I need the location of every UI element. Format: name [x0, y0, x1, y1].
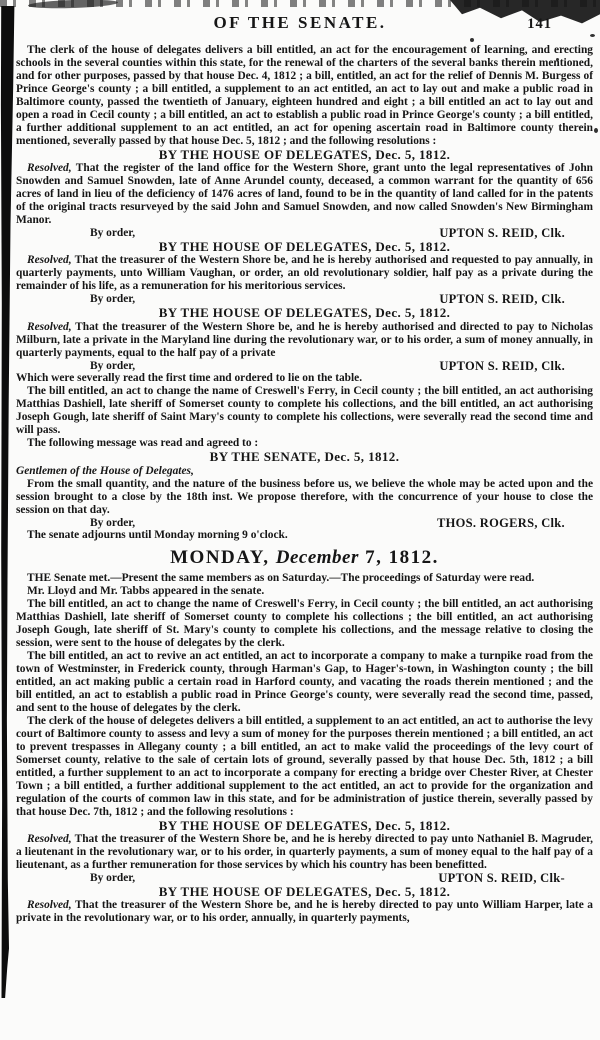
by-order-line [16, 227, 593, 240]
session-date-heading [16, 547, 593, 569]
by-order-line [16, 872, 593, 885]
resolved-lead: Resolved, [27, 320, 72, 333]
document-body [16, 44, 593, 925]
resolved-lead: Resolved, [27, 833, 72, 846]
paragraph: The clerk of the house of delegates delivers a bill entitled, an act for the encouragement of learning, and erecting schools in the several counties within this state, for the renewal of the charters of the several banks therein mentioned, and for other purposes, passed by that house Dec. 4, 1812 ; a bill, entitled, an act for the relief of Dennis M. Burgess of Prince George's county ; a bill entitled, a supplement to an act entitled, an act to lay out and make a public road in Baltimore county, passed the twentieth of January, eighteen hundred and eight ; a bill entitled an act to lay out and open a road in Cecil county ; a bill entitled, an act to establish a public road in Prince George's county ; a bill entitled, a further additional supplement to an act entitled, an act for opening ascertain road in Baltimore county therein mentioned, severally passed by that house Dec. 5, 1812 ; and the following resolutions : [16, 44, 593, 147]
date-year: 7, 1812. [358, 547, 439, 569]
paragraph: THE Senate met.—Present the same members as on Saturday.—The proceedings of Saturday were read. [27, 572, 535, 585]
clerk-signature: UPTON S. REID, Clk- [438, 870, 565, 885]
paragraph-text: That the treasurer of the Western Shore be, and he is hereby authorised and directed to pay to Nicholas Milburn, late a private in the Maryland line during the revolutionary war, or to his order, a sum of money annually, in quarterly payments, equal to the half pay of a private [16, 320, 593, 359]
by-order-line [16, 360, 593, 373]
section-heading: BY THE HOUSE OF DELEGATES, Dec. 5, 1812. [158, 817, 451, 833]
clerk-signature: UPTON S. REID, Clk. [439, 358, 565, 373]
resolution-paragraph [16, 833, 593, 872]
paragraph: The bill entitled, an act to change the name of Creswell's Ferry, in Cecil county ; the bill entitled, an act authorising Matthias Dashiell, late sheriff of Somerset county to complete his collections ; the bill entitled, an act authorising Joseph Gough, late sheriff of St. Mary's county to complete his collections, and the message relative to closing the session, were sent to the house of delegates by the clerk. [16, 598, 593, 650]
by-order-label: By order, [90, 226, 136, 239]
page-title: OF THE SENATE. [213, 13, 387, 32]
section-heading: BY THE HOUSE OF DELEGATES, Dec. 5, 1812. [158, 238, 451, 254]
paragraph: From the small quantity, and the nature of the business before us, we believe the whole may be acted upon and the session brought to a close by the 18th inst. We propose therefore, with the concurrence of your house to close the session on that day. [16, 477, 593, 516]
by-order-line [16, 517, 593, 530]
resolved-lead: Resolved, [27, 162, 72, 175]
resolution-paragraph [16, 899, 593, 925]
scan-binding-shadow [0, 6, 15, 998]
resolution-paragraph [16, 254, 593, 293]
section-heading: BY THE SENATE, Dec. 5, 1812. [209, 449, 400, 465]
paragraph: Mr. Lloyd and Mr. Tabbs appeared in the senate. [27, 585, 265, 598]
page-header [0, 0, 600, 47]
resolution-paragraph [16, 321, 593, 360]
clerk-signature: THOS. ROGERS, Clk. [436, 515, 565, 530]
date-day: MONDAY, [170, 547, 276, 569]
paragraph: The senate adjourns until Monday morning 9 o'clock. [27, 529, 288, 542]
resolved-lead: Resolved, [27, 254, 72, 267]
paragraph: The following message was read and agreed to : [27, 437, 259, 450]
page-number: 141 [527, 16, 552, 32]
section-heading: BY THE HOUSE OF DELEGATES, Dec. 5, 1812. [158, 305, 451, 321]
clerk-signature: UPTON S. REID, Clk. [439, 225, 565, 240]
paragraph-text: That the treasurer of the Western Shore be, and he is hereby directed to pay unto Nathaniel B. Magruder, a lieutenant in the revolutionary war, or to his order, in quarterly payments, a sum of money equal to the half pay of a lieutenant, as a further remuneration for those services by which his country has been benefitted. [16, 833, 593, 871]
by-order-label: By order, [90, 871, 136, 884]
by-order-label: By order, [90, 359, 136, 372]
resolved-lead: Resolved, [27, 899, 72, 912]
salutation-line: Gentlemen of the House of Delegates, [16, 464, 194, 477]
paragraph: The bill entitled, an act to revive an act entitled, an act to incorporate a company to make a turnpike road from the town of Westminster, in Frederick county, through Harman's Gap, to Hager's-town, in Washington county ; the bill entitled, an act making public a certain road in Harford county, and vacating the roads therein mentioned ; and the bill entitled, an act to establish a public road in Prince George's county, were severally read the second time, passed, and sent to the house of delegates by the clerk. [16, 650, 593, 714]
resolution-paragraph [16, 162, 593, 227]
paragraph: The clerk of the house of delegetes delivers a bill entitled, a supplement to an act entitled, an act to authorise the levy court of Baltimore county to assess and levy a sum of money for the purposes therein mentioned ; a bill entitled, an act to prevent trespasses in Allegany county ; a bill entitled, an act to make valid the proceedings of the levy court of Somerset county, relative to the sale of certain lots of ground, severally passed by that house Dec. 5th, 1812 ; a bill entitled, a further supplement to an act to incorporate a company for erecting a bridge over Chester River, at Chester Town ; a bill entitled, a further additional supplement to the act entitled, an act to provide for the organization and regulation of the courts of common law in this state, and for be administration of justice therein, severally passed by that house Dec. 7th, 1812 ; and the following resolutions : [16, 714, 593, 818]
paragraph-text: That the treasurer of the Western Shore be, and he is hereby directed to pay unto William Harper, late a private in the revolutionary war, or to his order, annually, in quarterly payments, [16, 899, 593, 925]
section-heading: BY THE HOUSE OF DELEGATES, Dec. 5, 1812. [158, 883, 451, 899]
date-month: December [275, 547, 359, 569]
paragraph-text: That the treasurer of the Western Shore be, and he is hereby authorised and requested to pay annually, in quarterly payments, unto William Vaughan, or order, an old revolutionary soldier, half pay as a private during the remainder of his life, as a remuneration for his meritorious services. [16, 254, 593, 293]
ink-speck [594, 128, 598, 133]
paragraph: The bill entitled, an act to change the name of Creswell's Ferry, in Cecil county ; the bill entitled, an act authorising Matthias Dashiell, late sheriff of Somerset county to complete his collections, and the bill entitled, an act authorising Joseph Gough, late sheriff of Saint Mary's county to complete his collections, were severally read the second time and will pass. [16, 385, 593, 437]
by-order-label: By order, [90, 293, 136, 306]
paragraph-text: That the register of the land office for the Western Shore, grant unto the legal representatives of John Snowden and Samuel Snowden, late of Anne Arundel county, deceased, a common warrant for the quantity of 656 acres of land in lieu of the deficiency of 1476 acres of land, found to be in the quantity of land called for in the patents of the original tracts resurveyed by the said John and Samuel Snowden, and now called Snowden's New Birmingham Manor. [16, 162, 593, 226]
clerk-signature: UPTON S. REID, Clk. [439, 292, 565, 307]
section-heading: BY THE HOUSE OF DELEGATES, Dec. 5, 1812. [158, 146, 451, 162]
by-order-label: By order, [90, 516, 136, 529]
paragraph: Which were severally read the first time and ordered to lie on the table. [16, 372, 363, 385]
